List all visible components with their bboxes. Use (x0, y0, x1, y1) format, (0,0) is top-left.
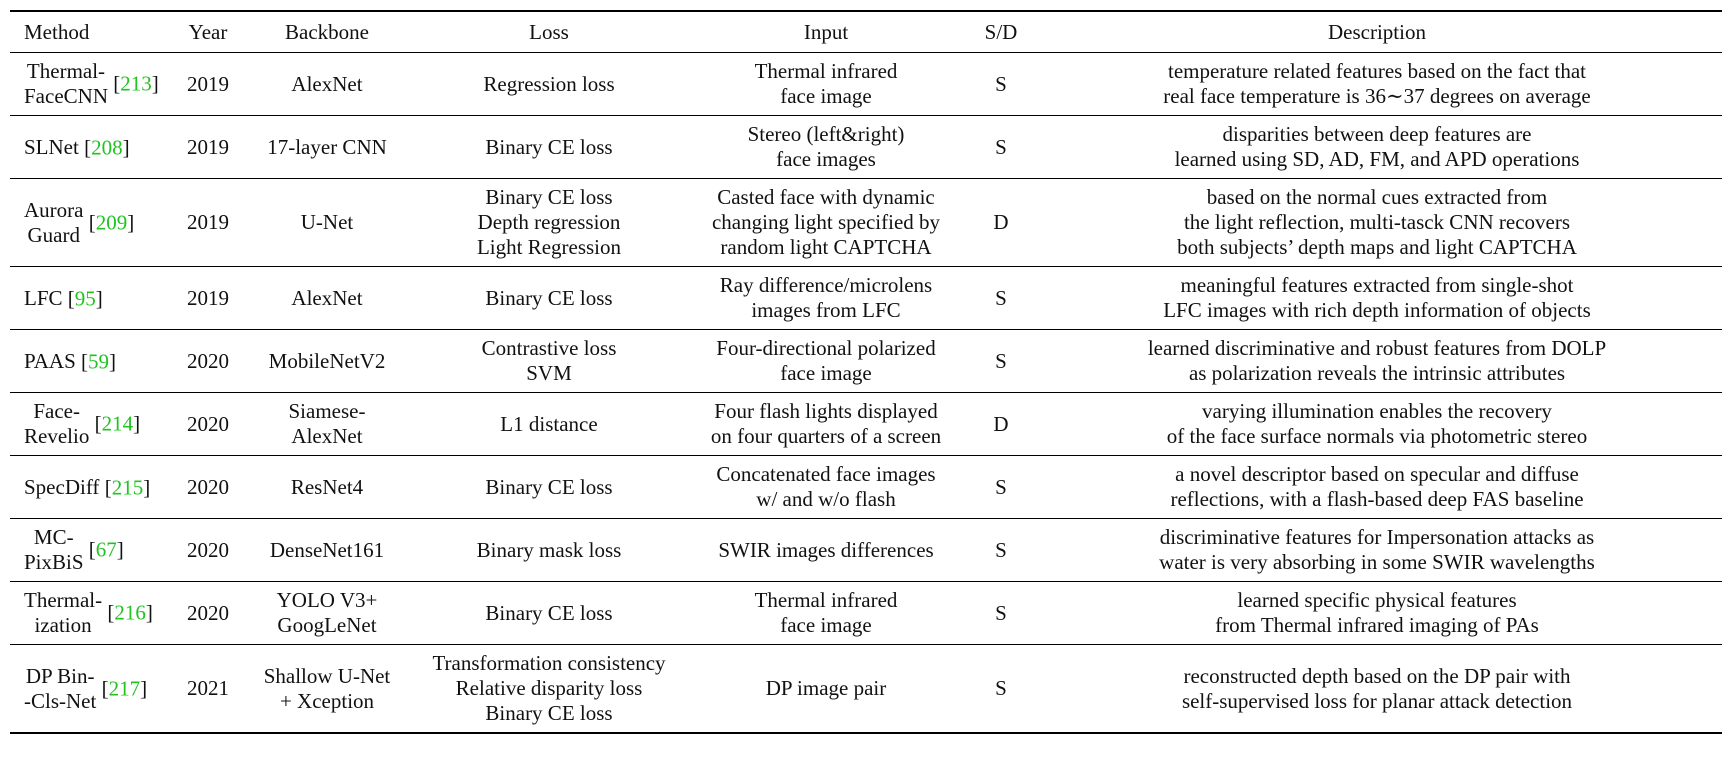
reference-link[interactable]: 208 (91, 135, 123, 160)
input-cell: Thermal infrared face image (754, 59, 898, 108)
loss-cell: Transformation consistency Relative disparity loss Binary CE loss (432, 651, 666, 725)
reference-link[interactable]: 213 (120, 71, 152, 96)
description-cell: varying illumination enables the recovery of the face surface normals via photometric stereo (1166, 399, 1588, 448)
backbone-cell: AlexNet (291, 71, 363, 96)
method-name: Thermal- ization (24, 588, 103, 637)
description-cell: reconstructed depth based on the DP pair with self-supervised loss for planar attack detection (1181, 663, 1573, 713)
method-name: LFC (24, 286, 63, 311)
loss-cell: Binary CE loss Depth regression Light Regression (476, 185, 622, 259)
table-row (10, 53, 1722, 116)
input-cell: DP image pair (765, 676, 887, 700)
method-cell: SpecDiff [215] (24, 475, 151, 500)
backbone-cell: ResNet4 (290, 474, 364, 499)
input-cell: Four-directional polarized face image (716, 336, 936, 385)
year-cell: 2019 (187, 134, 229, 159)
header-year: Year (188, 19, 228, 44)
header-backbone: Backbone (285, 19, 369, 44)
table-row (10, 179, 1722, 267)
method-name: MC- PixBiS (24, 525, 84, 574)
sd-cell: S (995, 71, 1007, 96)
method-cell: MC- PixBiS [67] (24, 525, 124, 574)
reference-link[interactable]: 214 (101, 411, 134, 436)
reference-link[interactable]: 95 (74, 286, 96, 311)
input-cell: Stereo (left&right) face images (747, 122, 905, 171)
loss-cell: Contrastive loss SVM (481, 336, 617, 385)
input-cell: SWIR images differences (718, 537, 934, 562)
year-cell: 2020 (187, 537, 229, 562)
method-cell: Thermal- ization [216] (24, 588, 153, 637)
method-name: SLNet (24, 135, 79, 160)
input-cell: Four flash lights displayed on four quarters of a screen (710, 399, 942, 448)
loss-cell: Binary CE loss (485, 134, 613, 159)
year-cell: 2019 (187, 71, 229, 96)
reference-link[interactable]: 209 (95, 210, 128, 234)
description-cell: a novel descriptor based on specular and diffuse reflections, with a flash-based deep FAS baseline (1170, 462, 1584, 511)
loss-cell: Regression loss (483, 71, 615, 96)
input-cell: Casted face with dynamic changing light specified by random light CAPTCHA (711, 185, 941, 259)
table-row (10, 519, 1722, 582)
method-name: Face- Revelio (24, 399, 90, 448)
method-name: SpecDiff (24, 475, 100, 500)
description-cell: discriminative features for Impersonation attacks as water is very absorbing in some SWIR wavelengths (1159, 525, 1595, 574)
table-row (10, 330, 1722, 393)
sd-cell: S (995, 676, 1007, 700)
reference-link[interactable]: 215 (111, 475, 144, 500)
table-header-row (10, 11, 1722, 53)
backbone-cell: Siamese- AlexNet (288, 399, 366, 448)
reference-link[interactable]: 217 (108, 676, 141, 700)
input-cell: Ray difference/microlens images from LFC (719, 273, 933, 322)
year-cell: 2019 (187, 285, 229, 310)
method-cell: LFC [95] (24, 286, 103, 311)
table-row (10, 116, 1722, 179)
sd-cell: S (995, 134, 1007, 159)
header-description: Description (1328, 19, 1426, 44)
table-row (10, 267, 1722, 330)
sd-cell: S (995, 348, 1007, 373)
description-cell: learned discriminative and robust features from DOLP as polarization reveals the intrinsic attributes (1147, 336, 1607, 385)
backbone-cell: MobileNetV2 (268, 348, 386, 373)
year-cell: 2020 (187, 474, 229, 499)
year-cell: 2020 (187, 411, 229, 436)
method-name: DP Bin- -Cls-Net (24, 663, 97, 713)
backbone-cell: Shallow U-Net + Xception (263, 663, 391, 713)
year-cell: 2019 (187, 210, 229, 234)
reference-link[interactable]: 67 (95, 537, 117, 562)
table-row (10, 645, 1722, 734)
method-cell: PAAS [59] (24, 349, 117, 374)
method-cell: Thermal- FaceCNN [213] (24, 59, 159, 108)
method-name: PAAS (24, 349, 76, 374)
loss-cell: L1 distance (500, 411, 598, 436)
table-row (10, 456, 1722, 519)
reference-link[interactable]: 216 (114, 600, 146, 625)
sd-cell: S (995, 285, 1007, 310)
header-loss: Loss (529, 19, 569, 44)
sd-cell: D (993, 411, 1009, 436)
table-row (10, 393, 1722, 456)
header-input: Input (803, 19, 849, 44)
loss-cell: Binary mask loss (476, 537, 622, 562)
method-cell: Aurora Guard [209] (24, 197, 135, 247)
sd-cell: S (995, 600, 1007, 625)
input-cell: Thermal infrared face image (754, 588, 898, 637)
input-cell: Concatenated face images w/ and w/o flash (716, 462, 936, 511)
loss-cell: Binary CE loss (485, 285, 613, 310)
method-cell: SLNet [208] (24, 135, 130, 160)
backbone-cell: U-Net (300, 210, 354, 234)
sd-cell: S (995, 537, 1007, 562)
backbone-cell: AlexNet (291, 285, 363, 310)
header-method: Method (24, 19, 90, 44)
sd-cell: S (995, 474, 1007, 499)
loss-cell: Binary CE loss (485, 600, 613, 625)
header-sd: S/D (984, 19, 1018, 44)
methods-table-container (10, 10, 1722, 734)
method-cell: DP Bin- -Cls-Net [217] (24, 663, 148, 713)
method-name: Thermal- FaceCNN (24, 59, 108, 108)
method-name: Aurora Guard (24, 197, 84, 247)
backbone-cell: 17-layer CNN (267, 134, 387, 159)
methods-table (10, 10, 1722, 734)
description-cell: temperature related features based on the fact that real face temperature is 36∼37 degrees on average (1163, 59, 1591, 108)
year-cell: 2021 (187, 676, 229, 700)
year-cell: 2020 (187, 600, 229, 625)
table-row (10, 582, 1722, 645)
reference-link[interactable]: 59 (88, 349, 110, 374)
description-cell: disparities between deep features are learned using SD, AD, FM, and APD operations (1174, 122, 1580, 171)
backbone-cell: YOLO V3+ GoogLeNet (276, 588, 378, 637)
description-cell: learned specific physical features from Thermal infrared imaging of PAs (1215, 588, 1539, 637)
description-cell: based on the normal cues extracted from the light reflection, multi-tasck CNN recovers both subjects’ depth maps and light CAPTCHA (1177, 185, 1577, 259)
method-cell: Face- Revelio [214] (24, 399, 141, 448)
loss-cell: Binary CE loss (485, 474, 613, 499)
description-cell: meaningful features extracted from single-shot LFC images with rich depth information of objects (1163, 273, 1591, 322)
year-cell: 2020 (187, 348, 229, 373)
backbone-cell: DenseNet161 (269, 537, 385, 562)
sd-cell: D (993, 210, 1009, 234)
